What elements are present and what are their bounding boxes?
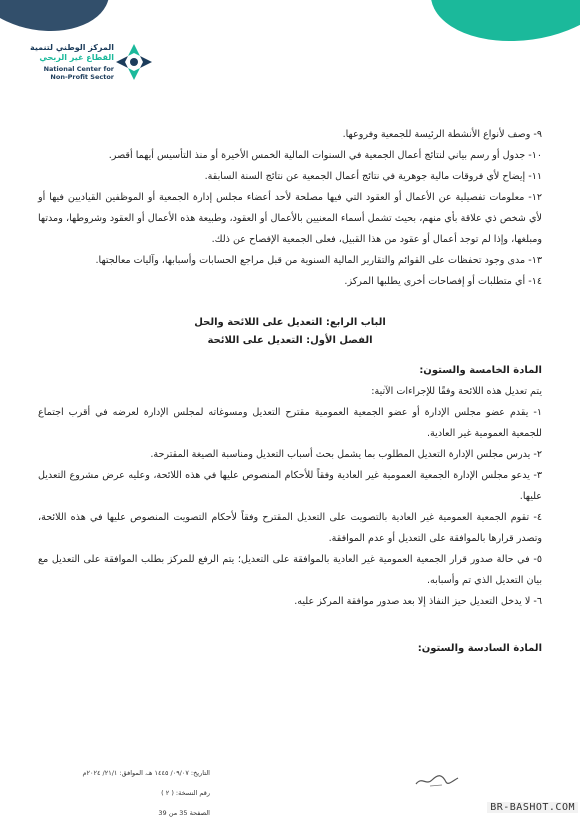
list-item-11: ١١- إيضاح لأي فروقات مالية جوهرية في نتائج أعمال الجمعية عن نتائج السنة السابقة. [204, 171, 542, 182]
footer-page-number: الصفحة 35 من 39 [158, 809, 210, 817]
list-item-9: ٩- وصف لأنواع الأنشطة الرئيسة للجمعية وفروعها. [342, 129, 542, 140]
ncnp-logo [30, 40, 160, 90]
article-65-intro: يتم تعديل هذه اللائحة وفقًا للإجراءات الآتية: [371, 386, 542, 397]
article-65-heading: المادة الخامسة والستون: [419, 365, 542, 376]
list-item-14: ١٤- أي متطلبات أو إفصاحات أخرى يطلبها المركز. [344, 276, 542, 287]
article-65-item-2: ٢- يدرس مجلس الإدارة التعديل المطلوب بما يشمل بحث أسباب التعديل ومناسبة الصيغة المقترحة. [150, 449, 542, 460]
logo-arabic-line1: المركز الوطني لتنمية [30, 43, 114, 52]
article-65-item-3: ٣- يدعو مجلس الإدارة الجمعية العمومية غير العادية وفقاً للأحكام المنصوص عليها في هذه اللائحة، وعليه عرض مشروع التعديل عليها. [38, 470, 542, 502]
article-65-item-1: ١- يقدم عضو مجلس الإدارة أو عضو الجمعية العمومية مقترح التعديل ومسوغاته لمجلس الإدارة لعرضه في أقرب اجتماع للجمعية العمومية غير العادية. [38, 407, 542, 439]
footer-date: التاريخ: ٠٩/٠٧/ ١٤٤٥ هـ، الموافق: ٢١/١/ ٢٠٢٤م [82, 769, 210, 777]
signature-mark [412, 768, 462, 792]
article-66-heading: المادة السادسة والستون: [417, 643, 542, 654]
chapter-title: الباب الرابع: التعديل على اللائحة والحل [194, 317, 386, 328]
footer-version: رقم النسخة: ( ٢ ) [161, 789, 210, 797]
article-65-item-5: ٥- في حالة صدور قرار الجمعية العمومية غير العادية بالموافقة على التعديل؛ يتم الرفع للمركز بطلب الموافقة على التعديل مع بيان التعديل الذي تم وأسبابه. [38, 554, 542, 586]
logo-english-line1: National Center for [43, 65, 114, 73]
ncnp-logo-mark-icon [114, 42, 154, 82]
article-65-item-6: ٦- لا يدخل التعديل حيز النفاذ إلا بعد صدور موافقة المركز عليه. [294, 596, 542, 607]
article-65-item-4: ٤- تقوم الجمعية العمومية غير العادية بالتصويت على التعديل المقترح وفقاً لأحكام التصويت المنصوص عليها في هذه اللائحة، وتصدر قرارها بالموافقة على التعديل أو عدم الموافقة. [38, 512, 542, 544]
list-item-13: ١٣- مدى وجود تحفظات على القوائم والتقارير المالية السنوية من قبل مراجع الحسابات وأسبابها، وآليات معالجتها. [95, 255, 542, 266]
document-body [38, 124, 542, 659]
corner-decoration-teal [423, 0, 580, 53]
logo-english-line2: Non-Profit Sector [50, 73, 114, 81]
watermark-text: BR-BASHOT.COM [487, 802, 578, 813]
list-item-10: ١٠- جدول أو رسم بياني لنتائج أعمال الجمعية في السنوات المالية الخمس الأخيرة أو منذ التأسيس أيهما أقصر. [108, 150, 542, 161]
corner-decoration-navy [0, 0, 117, 41]
page-footer [40, 763, 210, 819]
section-title: الفصل الأول: التعديل على اللائحة [207, 335, 373, 346]
list-item-12: ١٢- معلومات تفصيلية عن الأعمال أو العقود التي فيها مصلحة لأحد أعضاء مجلس إدارة الجمعية أو الموظفين القياديين فيها أو لأي شخص ذي علاقة بأي منهم، بحيث تشمل أسماء المعنيين بالأعمال أو العقود، وطبيعة هذه الأعمال أو العقود وشروطها، ومدتها ومبلغها، وإذا لم توجد أعمال أو عقود من هذا القبيل، فعلى الجمعية الإفصاح عن ذلك. [38, 192, 542, 245]
logo-arabic-line2: القطاع غير الربحي [39, 53, 114, 62]
